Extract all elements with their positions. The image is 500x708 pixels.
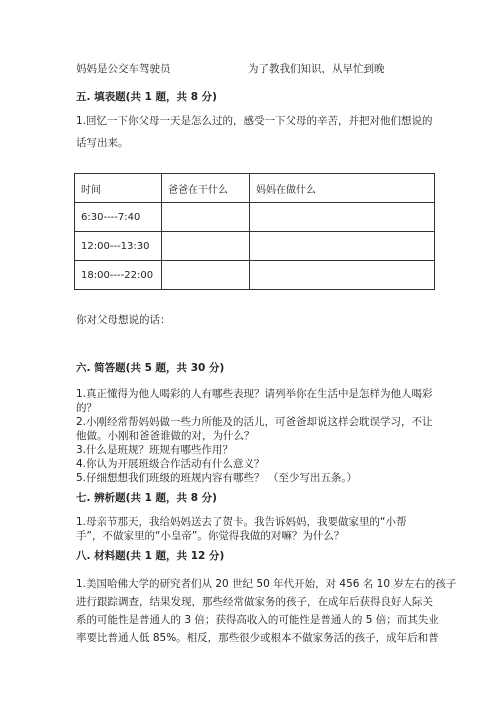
question-text: 1.真正懂得为他人喝彩的人有哪些表现？请列举你在生活中是怎样为他人喝彩	[76, 388, 433, 400]
time-cell: 6:30----7:40	[75, 203, 162, 232]
question-text: 2.小刚经常帮妈妈做一些力所能及的活儿，可爸爸却说这样会耽误学习，不让	[76, 416, 433, 428]
material-text: 系的可能性是普通人的 3 倍；获得高收入的可能性是普通人的 5 倍；而其失业	[76, 614, 439, 626]
answer-cell	[162, 261, 250, 290]
writing-prompt: 你对父母想说的话：	[76, 314, 171, 326]
section-7-title: 七. 辨析题(共 1 题，共 8 分)	[76, 492, 217, 504]
question-text: 5.仔细想想我们班级的班规内容有哪些？ （至少写出五条。）	[76, 472, 358, 484]
question-text: 话写出来。	[76, 137, 129, 149]
answer-cell	[250, 232, 435, 261]
answer-left: 妈妈是公交车驾驶员	[76, 63, 171, 75]
question-text: 1.母亲节那天，我给妈妈送去了贺卡。我告诉妈妈，我要做家里的“小帮	[76, 516, 407, 528]
table-row	[75, 203, 435, 232]
table-header: 时间	[75, 174, 162, 203]
section-6-title: 六. 简答题(共 5 题，共 30 分)	[76, 362, 225, 374]
table-header-row	[75, 174, 435, 203]
material-text: 进行跟踪调查，结果发现，那些经常做家务的孩子，在成年后获得良好人际关	[76, 596, 433, 608]
table-header: 爸爸在干什么	[162, 174, 250, 203]
answer-cell	[250, 261, 435, 290]
table-row	[75, 261, 435, 290]
answer-cell	[162, 232, 250, 261]
section-8-title: 八. 材料题(共 1 题，共 12 分)	[76, 550, 225, 562]
section-5-title: 五. 填表题(共 1 题，共 8 分)	[76, 91, 217, 103]
question-text: 3.什么是班规？班规有哪些作用？	[76, 444, 234, 456]
question-text: 1.回忆一下你父母一天是怎么过的，感受一下父母的辛苦，并把对他们想说的	[76, 115, 433, 127]
answer-cell	[162, 203, 250, 232]
question-text: 手”，不做家里的“小皇帝”。你觉得我做的对嘛？为什么？	[76, 530, 345, 542]
answer-cell	[250, 203, 435, 232]
table-row	[75, 232, 435, 261]
question-text: 4.你认为开展班级合作活动有什么意义？	[76, 458, 265, 470]
time-cell: 18:00----22:00	[75, 261, 162, 290]
material-text: 1.美国哈佛大学的研究者们从 20 世纪 50 年代开始，对 456 名 10 岁左右的孩子	[76, 578, 457, 590]
material-text: 率要比普通人低 85%。相反，那些很少或根本不做家务活的孩子，成年后和普	[76, 632, 439, 644]
schedule-table	[74, 173, 435, 290]
question-text: 的？	[76, 402, 97, 414]
answer-right: 为了教我们知识，从早忙到晚	[248, 63, 385, 75]
table-header: 妈妈在做什么	[250, 174, 435, 203]
question-text: 他做。小刚和爸爸谁做的对，为什么？	[76, 430, 255, 442]
time-cell: 12:00---13:30	[75, 232, 162, 261]
